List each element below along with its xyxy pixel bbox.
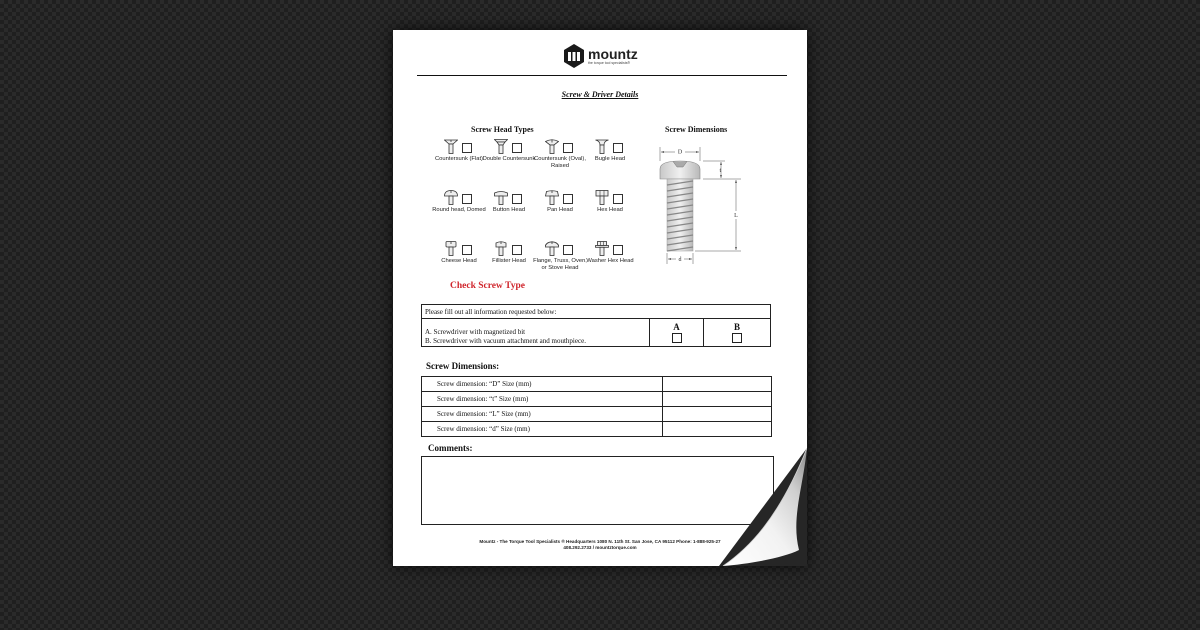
screw-type-option[interactable]: [584, 190, 644, 240]
dim-label-D: D: [677, 149, 683, 156]
comments-title: Comments:: [428, 443, 473, 453]
document-title: Screw & Driver Details: [561, 90, 639, 99]
table-row: [422, 422, 772, 437]
option-a-heading: A: [673, 321, 680, 332]
dimension-label: Screw dimension: “d” Size (mm): [422, 422, 663, 437]
screw-type-checkbox[interactable]: [563, 143, 573, 153]
hex-head-screw-icon: [595, 190, 609, 205]
countersunk-flat-screw-icon: [444, 139, 458, 154]
screw-type-checkbox[interactable]: [613, 194, 623, 204]
screw-type-label: Fillister Head: [492, 258, 526, 264]
option-a-label: A. Screwdriver with magnetized bit: [425, 328, 526, 336]
dim-label-d: d: [678, 257, 682, 263]
screw-type-option[interactable]: [584, 241, 644, 291]
dimension-t-input[interactable]: [663, 392, 772, 407]
mountz-logo: [563, 43, 638, 69]
cheese-head-screw-icon: [444, 241, 458, 256]
dimension-l-input[interactable]: [663, 407, 772, 422]
dimension-label: Screw dimension: “t” Size (mm): [422, 392, 663, 407]
screw-head-types-heading: Screw Head Types: [471, 125, 534, 134]
brand-name: mountz: [588, 45, 638, 62]
header-divider: [417, 75, 787, 76]
countersunk-oval-raised-screw-icon: [545, 139, 559, 154]
flange-truss-oven-stove-head-screw-icon: [545, 241, 559, 256]
bugle-head-screw-icon: [595, 139, 609, 154]
screw-type-label: Hex Head: [597, 207, 623, 213]
washer-hex-head-screw-icon: [595, 241, 609, 256]
screw-type-checkbox[interactable]: [563, 245, 573, 255]
option-a-checkbox[interactable]: [672, 333, 682, 343]
screw-dimensions-form-title: Screw Dimensions:: [426, 361, 500, 371]
mountz-logo-icon: [563, 44, 585, 68]
screw-type-label: Bugle Head: [594, 156, 626, 162]
screw-type-label: Countersunk (Flat): [434, 156, 483, 162]
dimension-label: Screw dimension: “D” Size (mm): [422, 377, 663, 392]
screw-type-label: Cheese Head: [441, 258, 477, 264]
screw-type-label: Countersunk (Oval), Raised: [534, 156, 586, 169]
brand-tagline: the torque tool specialists®: [588, 60, 631, 65]
table-row: [422, 407, 772, 422]
screw-type-label: Button Head: [492, 207, 526, 213]
round-head-domed-screw-icon: [444, 190, 458, 205]
table-row: [422, 392, 772, 407]
screw-type-checkbox[interactable]: [462, 245, 472, 255]
screw-type-checkbox[interactable]: [512, 245, 522, 255]
dimension-d-lower-input[interactable]: [663, 422, 772, 437]
screw-type-checkbox[interactable]: [462, 194, 472, 204]
dim-label-L: L: [734, 213, 738, 219]
screw-type-checkbox[interactable]: [512, 194, 522, 204]
dimension-label: Screw dimension: “L” Size (mm): [422, 407, 663, 422]
screw-type-label: Double Countersunk: [482, 156, 536, 162]
pan-head-screw-icon: [545, 190, 559, 205]
footer-address: Mountz - The Torque Tool Specialists ® Headquarters 1080 N. 11th St. San Jose, CA 95112 Phone: 1-888-925-27: [479, 539, 721, 544]
screw-dimensions-heading: Screw Dimensions: [665, 125, 728, 134]
screw-dimension-diagram: [655, 145, 749, 265]
option-b-cell: [704, 319, 771, 347]
screw-type-label: Round head, Domed: [432, 207, 486, 213]
driver-info-table: [421, 304, 771, 347]
page-curl: [719, 448, 807, 566]
screw-type-label: Pan Head: [547, 207, 573, 213]
dimension-d-upper-input[interactable]: [663, 377, 772, 392]
screw-dimensions-table: [421, 376, 772, 437]
option-b-label: B. Screwdriver with vacuum attachment and mouthpiece.: [425, 337, 586, 345]
screw-type-checkbox[interactable]: [613, 143, 623, 153]
screw-type-checkbox[interactable]: [512, 143, 522, 153]
option-b-heading: B: [733, 321, 740, 332]
screw-type-checkbox[interactable]: [563, 194, 573, 204]
screw-type-checkbox[interactable]: [613, 245, 623, 255]
footer-contact: 408.292.2733 / mountztorque.com: [563, 545, 637, 550]
check-screw-type-prompt: Check Screw Type: [450, 281, 525, 291]
double-countersunk-screw-icon: [494, 139, 508, 154]
screw-type-label: Flange, Truss, Oven, or Stove Head: [533, 258, 587, 271]
instruction-text: Please fill out all information requested below:: [422, 305, 771, 319]
screw-type-option[interactable]: [584, 139, 644, 189]
driver-options-cell: [422, 319, 650, 347]
option-a-cell: [650, 319, 704, 347]
button-head-screw-icon: [494, 190, 508, 205]
table-row: [422, 377, 772, 392]
dim-label-t: t: [719, 168, 722, 174]
document-page: [393, 30, 807, 566]
screw-type-checkbox[interactable]: [462, 143, 472, 153]
option-b-checkbox[interactable]: [732, 333, 742, 343]
fillister-head-screw-icon: [494, 241, 508, 256]
screw-type-label: Washer Hex Head: [586, 258, 634, 264]
